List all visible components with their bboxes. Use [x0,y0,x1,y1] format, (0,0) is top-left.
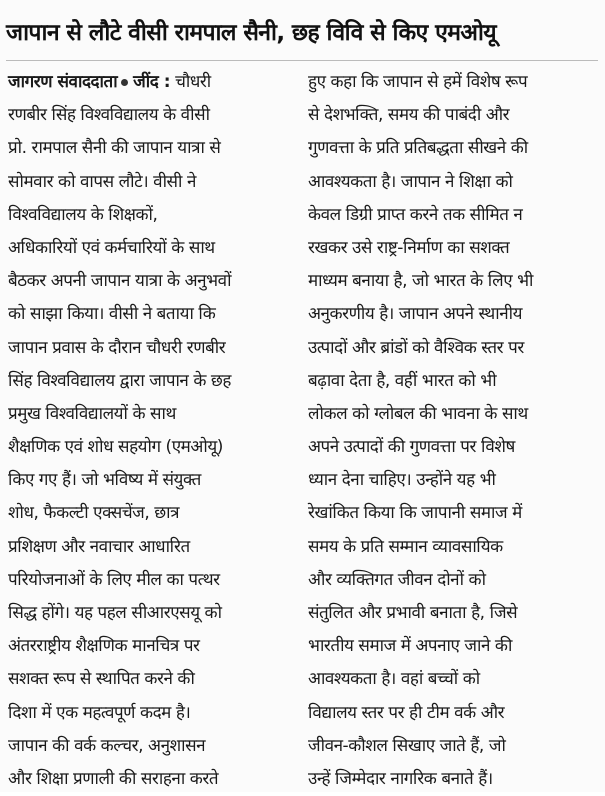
text-line: और शिक्षा प्रणाली की सराहना करते [8,768,219,789]
byline-reporter: जागरण संवाददाता [8,72,118,92]
text-line: शोध, फैकल्टी एक्सचेंज, छात्र [8,503,180,524]
text-line: और व्यक्तिगत जीवन दोनों को [308,569,486,590]
text-line: प्रो. रामपाल सैनी की जापान यात्रा से [8,138,221,159]
text-line: जापान प्रवास के दौरान चौधरी रणबीर [8,337,226,358]
text-line: सिंह विश्वविद्यालय द्वारा जापान के छह [8,370,231,391]
text-line: सोमवार को वापस लौटे। वीसी ने [8,171,196,192]
text-line: केवल डिग्री प्राप्त करने तक सीमित न [308,204,523,225]
byline-place: जींद : [133,72,171,92]
text-line: रेखांकित किया कि जापानी समाज में [308,503,522,524]
text-line: समय के प्रति सम्मान व्यावसायिक [308,536,503,557]
text-line: सिद्ध होंगे। यह पहल सीआरएसयू को [8,603,222,623]
text-line: प्रशिक्षण और नवाचार आधारित [8,536,190,557]
text-line: अधिकारियों एवं कर्मचारियों के साथ [8,237,215,258]
text-line: विश्वविद्यालय के शिक्षकों, [8,204,158,225]
text-line: विद्यालय स्तर पर ही टीम वर्क और [308,702,505,723]
text-line: जापान की वर्क कल्चर, अनुशासन [8,735,206,756]
text-line: सशक्त रूप से स्थापित करने की [8,669,195,690]
text-line: बैठकर अपनी जापान यात्रा के अनुभवों [8,271,232,292]
text-line: भारतीय समाज में अपनाए जाने की [308,636,512,657]
article-column-left [8,66,288,789]
text-segment: चौधरी [175,72,211,92]
text-line: अपने उत्पादों की गुणवत्ता पर विशेष [308,437,515,458]
text-line [8,66,288,99]
text-line: शैक्षणिक एवं शोध सहयोग (एमओयू) [8,437,223,458]
headline: जापान से लौटे वीसी रामपाल सैनी, छह विवि से किए एमओयू [6,20,497,46]
text-line: रणबीर सिंह विश्वविद्यालय के वीसी [8,105,210,126]
text-line: अंतरराष्ट्रीय शैक्षणिक मानचित्र पर [8,636,200,657]
text-line: दिशा में एक महत्वपूर्ण कदम है। [8,702,191,723]
bullet-dot-icon [121,79,128,86]
article-column-right [308,66,588,789]
text-line: संतुलित और प्रभावी बनाता है, जिसे [308,603,518,623]
text-line: अनुकरणीय है। जापान अपने स्थानीय [308,304,522,325]
text-line: उत्पादों और ब्रांडों को वैश्विक स्तर पर [308,337,524,358]
headline-divider [6,60,598,61]
text-line: गुणवत्ता के प्रति प्रतिबद्धता सीखने की [308,138,528,159]
text-line: लोकल को ग्लोबल की भावना के साथ [308,403,528,424]
text-line: माध्यम बनाया है, जो भारत के लिए भी [308,271,534,292]
text-line: को साझा किया। वीसी ने बताया कि [8,304,216,325]
text-line: उन्हें जिम्मेदार नागरिक बनाते हैं। [308,768,493,789]
text-line: रखकर उसे राष्ट्र-निर्माण का सशक्त [308,237,510,258]
text-line: प्रमुख विश्वविद्यालयों के साथ [8,403,176,424]
text-line: आवश्यकता है। वहां बच्चों को [308,669,480,690]
text-line: आवश्यकता है। जापान ने शिक्षा को [308,171,513,192]
text-line: परियोजनाओं के लिए मील का पत्थर [8,569,220,590]
text-line: से देशभक्ति, समय की पाबंदी और [308,105,510,126]
text-line: ध्यान देना चाहिए। उन्होंने यह भी [308,470,496,491]
text-line: किए गए हैं। जो भविष्य में संयुक्त [8,470,201,491]
text-line: जीवन-कौशल सिखाए जाते हैं, जो [308,735,506,756]
text-line: हुए कहा कि जापान से हमें विशेष रूप [308,72,528,92]
text-line: बढ़ावा देता है, वहीं भारत को भी [308,370,497,391]
